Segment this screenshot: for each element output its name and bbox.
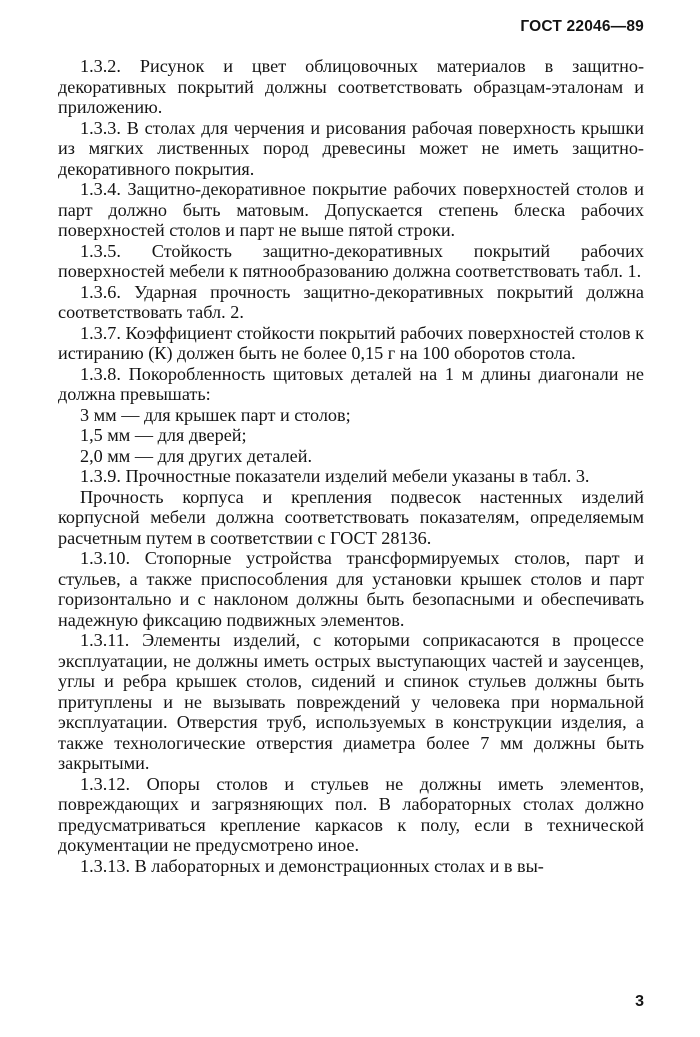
list-item-3: [58, 446, 644, 467]
document-code-header: ГОСТ 22046—89: [520, 18, 644, 35]
document-body: [58, 56, 644, 876]
paragraph-1-3-10: 1.3.10. Стопорные устройства трансформируемых столов, парт и стульев, а также приспособления для установки крышек столов и парт горизонтально и с наклоном должны быть безопасными и обеспечивать надежную фиксацию подвижных элементов.: [58, 548, 644, 630]
paragraph-1-3-9: 1.3.9. Прочностные показатели изделий мебели указаны в табл. 3.: [80, 466, 590, 486]
list-item-1: [58, 405, 644, 426]
paragraph-1-3-5: 1.3.5. Стойкость защитно-декоративных покрытий рабочих поверхностей мебели к пятнообразованию должна соответствовать табл. 1.: [58, 240, 644, 281]
list-item-text: 3 мм — для крышек парт и столов;: [80, 404, 351, 425]
paragraph-1-3-13: 1.3.13. В лабораторных и демонстрационных столах и в вы-: [80, 855, 544, 876]
paragraph-1-3-11: 1.3.11. Элементы изделий, с которыми соприкасаются в процессе эксплуатации, не должны иметь острых выступающих частей и заусенцев, углы и ребра крышек столов, сидений и спинок стульев должны быть притуплены и не вызывать повреждений у человека при нормальной эксплуатации. Отверстия труб, используемых в конструкции изделия, а также технологические отверстия диаметра более 7 мм должны быть закрытыми.: [58, 630, 644, 773]
paragraph-1-3-7: 1.3.7. Коэффициент стойкости покрытий рабочих поверхностей столов к истиранию (К) должен быть не более 0,15 г на 100 оборотов стола.: [58, 322, 644, 363]
paragraph-1-3-3: 1.3.3. В столах для черчения и рисования рабочая поверхность крышки из мягких лиственных пород древесины может не иметь защитно-декоративного покрытия.: [58, 117, 644, 179]
paragraph-1-3-12: 1.3.12. Опоры столов и стульев не должны иметь элементов, повреждающих и загрязняющих пол. В лабораторных столах должно предусматриваться крепление каркасов к полу, если в технической документации не предусмотрено иное.: [58, 773, 644, 855]
paragraph-1-3-8: 1.3.8. Покоробленность щитовых деталей на 1 м длины диагонали не должна превышать:: [58, 363, 644, 404]
list-item-2: [58, 425, 644, 446]
page-number: 3: [635, 993, 644, 1010]
paragraph-1-3-4: 1.3.4. Защитно-декоративное покрытие рабочих поверхностей столов и парт должно быть матовым. Допускается степень блеска рабочих поверхностей столов и парт не выше пятой строки.: [58, 179, 644, 240]
list-item-text: 2,0 мм — для других деталей.: [80, 445, 313, 466]
paragraph-strength: Прочность корпуса и крепления подвесок настенных изделий корпусной мебели должна соответствовать показателям, определяемым расчетным путем в соответствии с ГОСТ 28136.: [58, 486, 644, 548]
paragraph-1-3-6: 1.3.6. Ударная прочность защитно-декоративных покрытий должна соответствовать табл. 2.: [58, 281, 644, 322]
list-item-text: 1,5 мм — для дверей;: [80, 425, 247, 445]
paragraph-1-3-2: 1.3.2. Рисунок и цвет облицовочных материалов в защитно-декоративных покрытий должны соответствовать образцам-эталонам и приложению.: [58, 56, 644, 117]
